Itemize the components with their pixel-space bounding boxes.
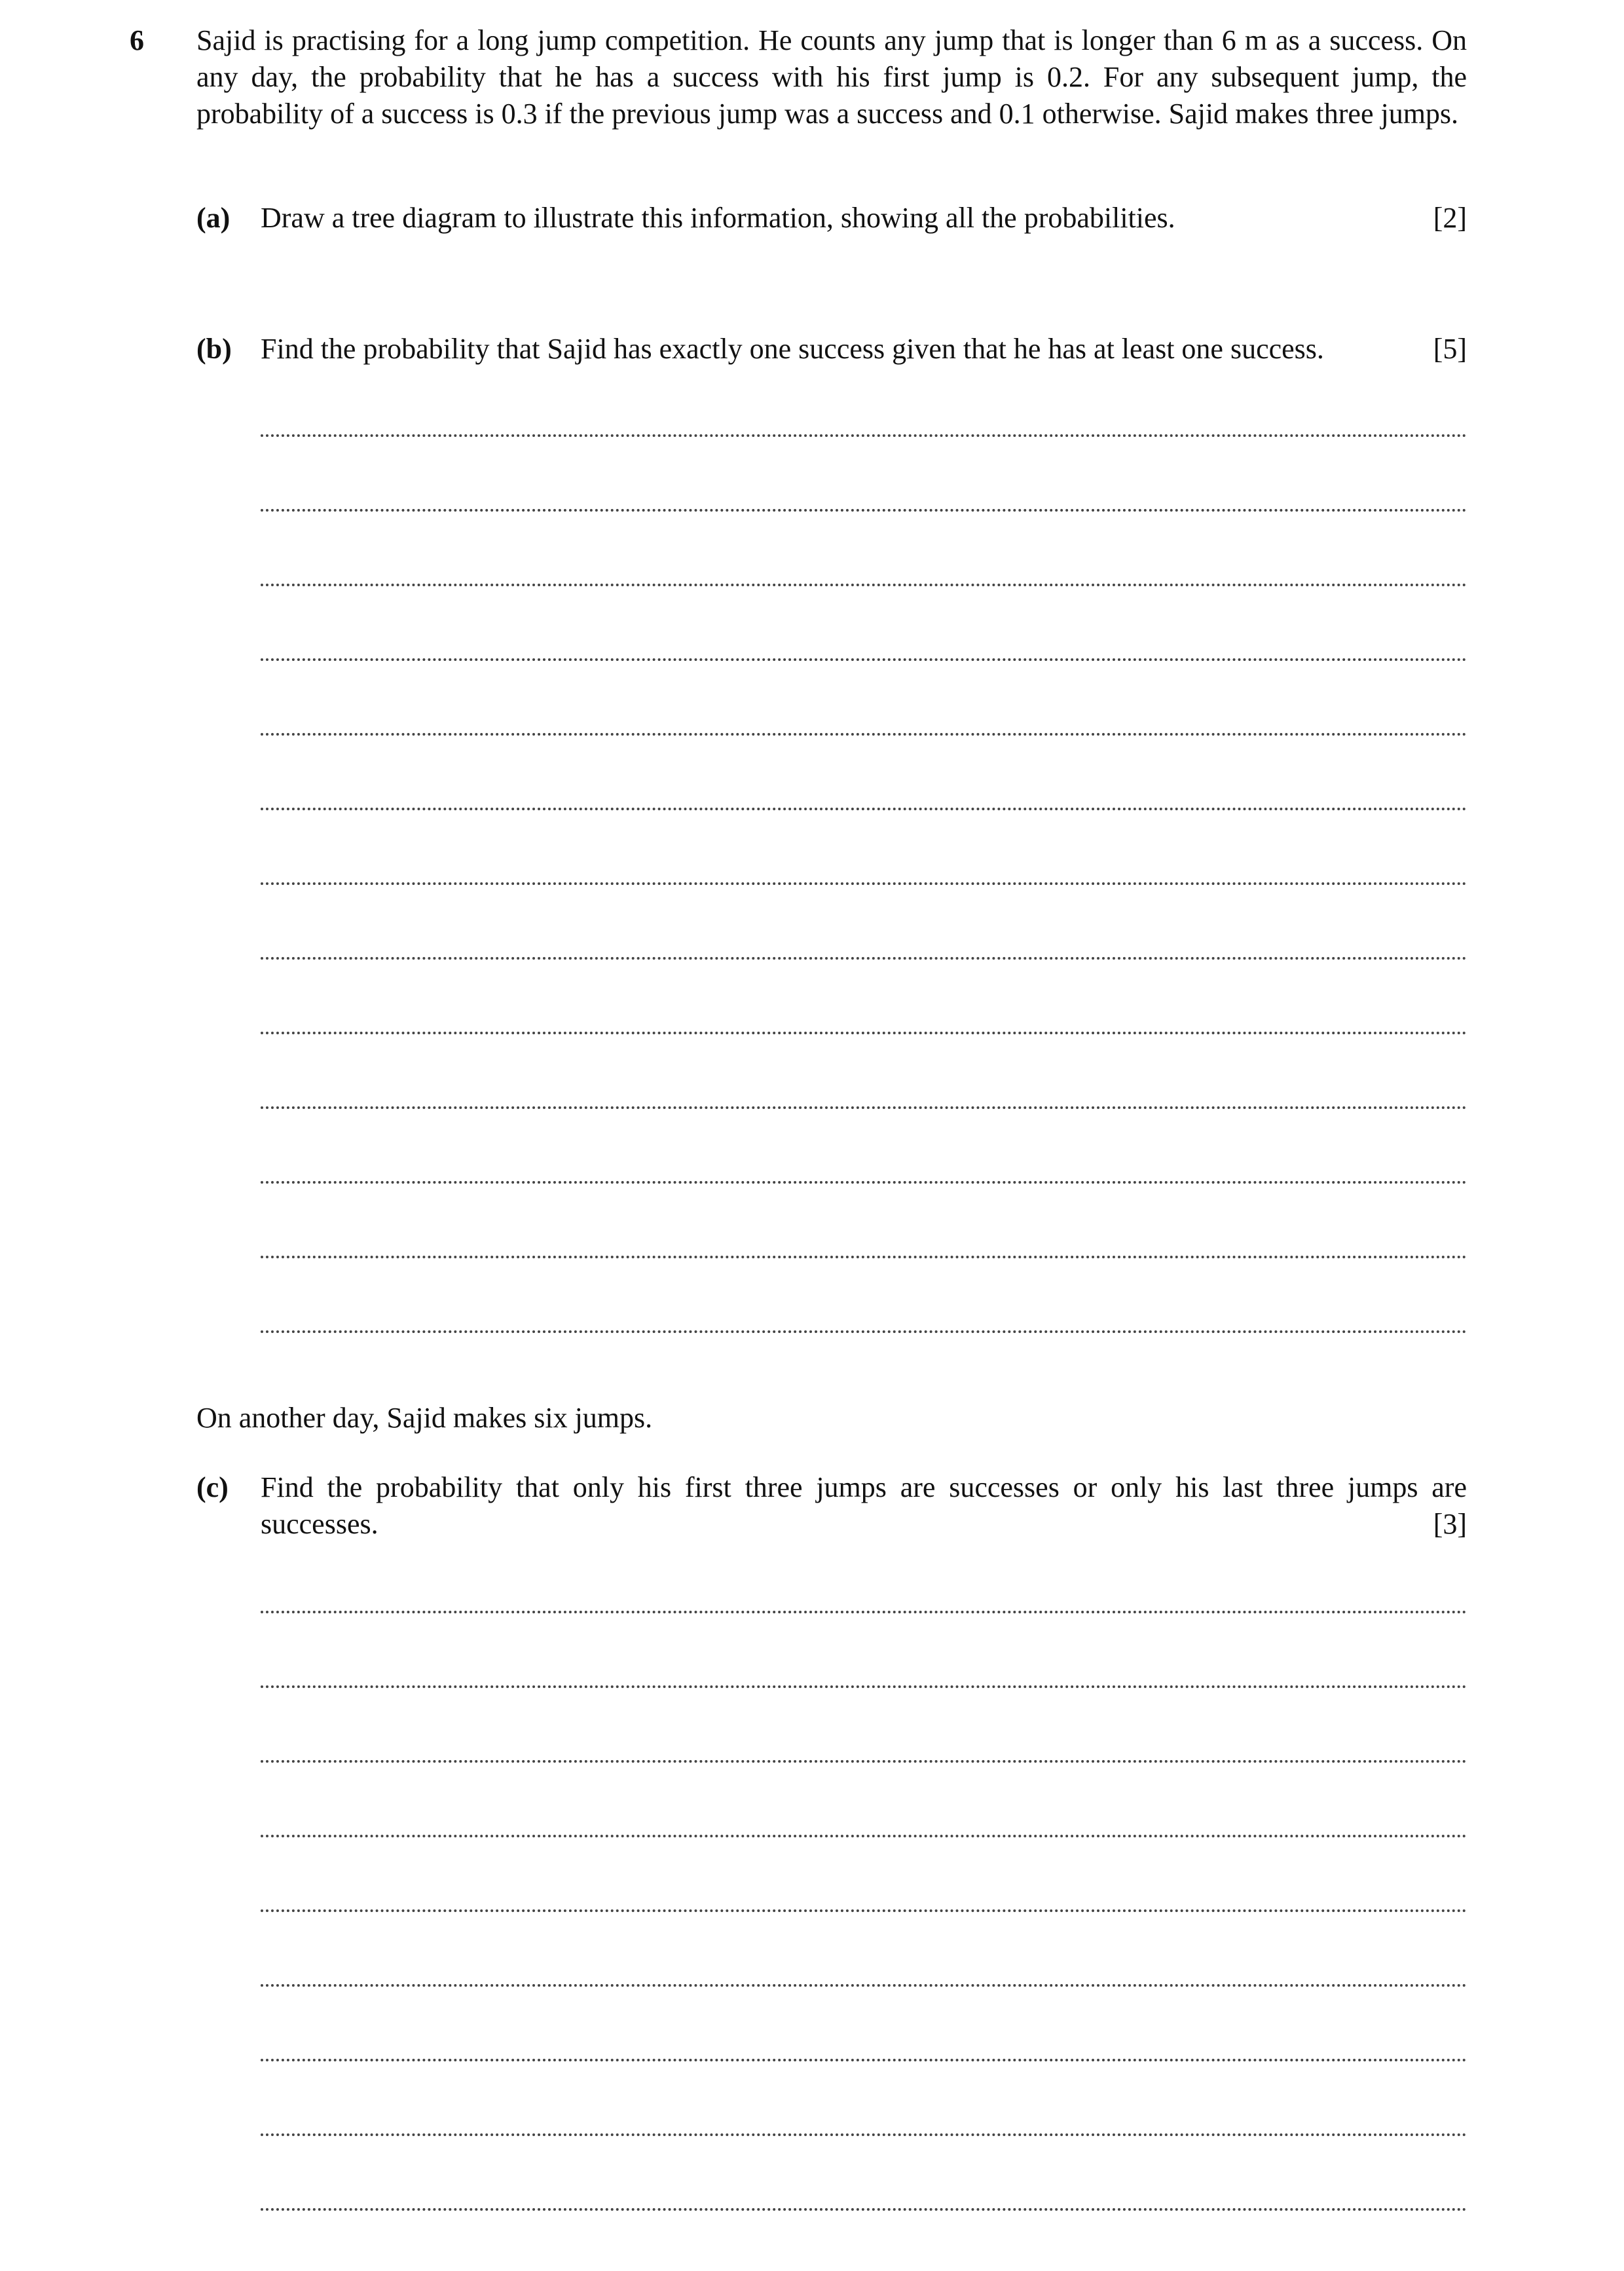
part-c-marks: [3] xyxy=(1433,1508,1467,1540)
answer-line[interactable] xyxy=(261,1763,1467,1837)
answer-line[interactable] xyxy=(261,2061,1467,2136)
part-b-answer-area[interactable] xyxy=(261,362,1467,1333)
answer-line[interactable] xyxy=(261,512,1467,586)
answer-line[interactable] xyxy=(261,810,1467,885)
question-stem: Sajid is practising for a long jump competition. He counts any jump that is longer than 6 m as a success. On any day, the probability that he has a success with his first jump is 0.2. For any subsequent jump, the probability of a success is 0.3 if the previous jump was a success and 0.1 otherwise. Sajid makes three jumps. xyxy=(196,24,1467,130)
question-number: 6 xyxy=(130,24,144,56)
part-c-label: (c) xyxy=(196,1471,229,1503)
part-b-label: (b) xyxy=(196,333,232,365)
answer-line[interactable] xyxy=(261,1688,1467,1763)
answer-line[interactable] xyxy=(261,736,1467,810)
part-c-answer-area[interactable] xyxy=(261,1539,1467,2211)
answer-line[interactable] xyxy=(261,885,1467,960)
part-a-marks: [2] xyxy=(1433,202,1467,234)
part-b-marks: [5] xyxy=(1433,333,1467,365)
answer-line[interactable] xyxy=(261,1987,1467,2061)
answer-line[interactable] xyxy=(261,1912,1467,1987)
answer-line[interactable] xyxy=(261,661,1467,736)
part-c-text: Find the probability that only his first three jumps are successes or only his last three jumps are successes. xyxy=(261,1471,1467,1540)
interlude-text: On another day, Sajid makes six jumps. xyxy=(196,1402,653,1434)
answer-line[interactable] xyxy=(261,362,1467,437)
answer-line[interactable] xyxy=(261,960,1467,1034)
part-a-label: (a) xyxy=(196,202,231,234)
answer-line[interactable] xyxy=(261,586,1467,661)
part-a-text: Draw a tree diagram to illustrate this information, showing all the probabilities. xyxy=(261,202,1175,234)
answer-line[interactable] xyxy=(261,1258,1467,1333)
answer-line[interactable] xyxy=(261,1539,1467,1613)
answer-line[interactable] xyxy=(261,1184,1467,1258)
answer-line[interactable] xyxy=(261,1613,1467,1688)
answer-line[interactable] xyxy=(261,2136,1467,2211)
answer-line[interactable] xyxy=(261,1837,1467,1912)
part-b-text: Find the probability that Sajid has exactly one success given that he has at least one success. xyxy=(261,333,1324,365)
answer-line[interactable] xyxy=(261,1034,1467,1109)
answer-line[interactable] xyxy=(261,437,1467,512)
answer-line[interactable] xyxy=(261,1109,1467,1184)
